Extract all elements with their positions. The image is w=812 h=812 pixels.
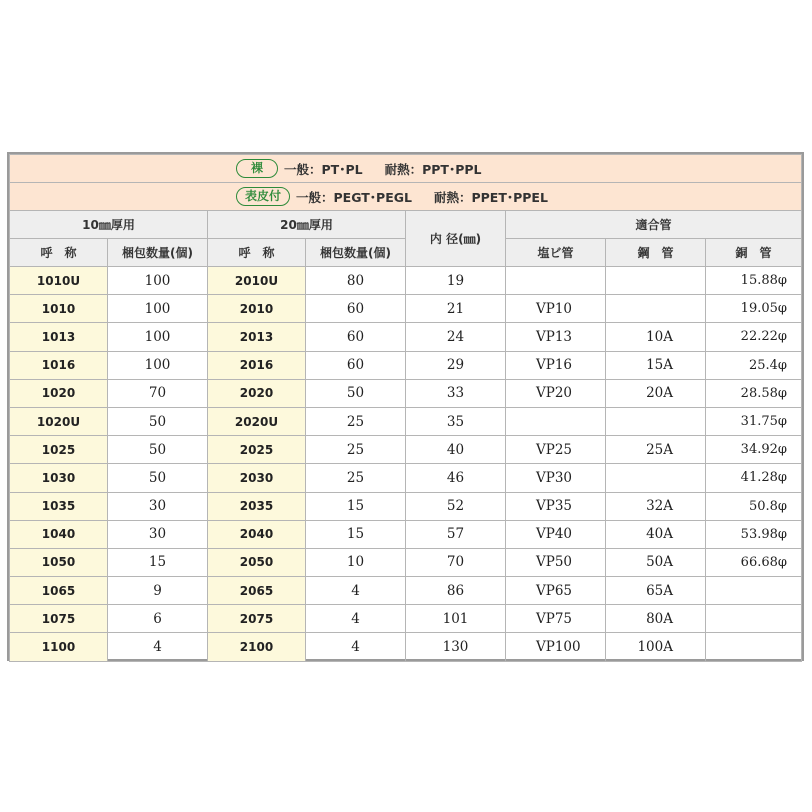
- cell-name-20mm: 2013: [208, 323, 306, 351]
- cell-copper-pipe: [706, 633, 802, 661]
- header-name-20: 呼 称: [208, 239, 306, 267]
- cell-qty-20mm: 15: [306, 492, 406, 520]
- cell-qty-20mm: 4: [306, 633, 406, 661]
- cell-copper-pipe: 28.58φ: [706, 379, 802, 407]
- cell-qty-20mm: 10: [306, 548, 406, 576]
- cell-qty-10mm: 100: [108, 267, 208, 295]
- cell-inner-diameter: 52: [406, 492, 506, 520]
- cell-inner-diameter: 101: [406, 605, 506, 633]
- header-copper: 銅 管: [706, 239, 802, 267]
- cell-pvc-pipe: VP35: [506, 492, 606, 520]
- cell-qty-20mm: 4: [306, 605, 406, 633]
- cell-inner-diameter: 40: [406, 436, 506, 464]
- cell-qty-20mm: 80: [306, 267, 406, 295]
- cell-name-10mm: 1035: [10, 492, 108, 520]
- cell-copper-pipe: 53.98φ: [706, 520, 802, 548]
- cell-copper-pipe: [706, 605, 802, 633]
- cell-qty-10mm: 15: [108, 548, 208, 576]
- cell-name-20mm: 2030: [208, 464, 306, 492]
- cell-pvc-pipe: VP75: [506, 605, 606, 633]
- table-row: [10, 633, 802, 661]
- cell-copper-pipe: [706, 577, 802, 605]
- cell-pvc-pipe: VP50: [506, 548, 606, 576]
- header-20mm: 20㎜厚用: [208, 211, 406, 239]
- cell-inner-diameter: 21: [406, 295, 506, 323]
- cell-copper-pipe: 31.75φ: [706, 407, 802, 435]
- cell-inner-diameter: 70: [406, 548, 506, 576]
- cell-name-10mm: 1075: [10, 605, 108, 633]
- cell-pvc-pipe: VP40: [506, 520, 606, 548]
- cell-name-20mm: 2075: [208, 605, 306, 633]
- cell-name-10mm: 1025: [10, 436, 108, 464]
- cell-name-10mm: 1100: [10, 633, 108, 661]
- cell-steel-pipe: [606, 267, 706, 295]
- cell-qty-10mm: 100: [108, 295, 208, 323]
- cell-inner-diameter: 33: [406, 379, 506, 407]
- band-skin: [10, 183, 802, 211]
- cell-inner-diameter: 130: [406, 633, 506, 661]
- cell-name-10mm: 1050: [10, 548, 108, 576]
- cell-qty-10mm: 30: [108, 492, 208, 520]
- cell-inner-diameter: 57: [406, 520, 506, 548]
- table-row: [10, 436, 802, 464]
- cell-qty-10mm: 50: [108, 464, 208, 492]
- cell-qty-20mm: 25: [306, 436, 406, 464]
- table-row: [10, 351, 802, 379]
- table-row: [10, 407, 802, 435]
- cell-name-10mm: 1010: [10, 295, 108, 323]
- cell-steel-pipe: 20A: [606, 379, 706, 407]
- cell-name-10mm: 1030: [10, 464, 108, 492]
- cell-pvc-pipe: [506, 407, 606, 435]
- cell-pvc-pipe: VP100: [506, 633, 606, 661]
- cell-inner-diameter: 29: [406, 351, 506, 379]
- cell-name-10mm: 1040: [10, 520, 108, 548]
- cell-inner-diameter: 86: [406, 577, 506, 605]
- cell-steel-pipe: 32A: [606, 492, 706, 520]
- cell-steel-pipe: 65A: [606, 577, 706, 605]
- cell-qty-20mm: 4: [306, 577, 406, 605]
- table-row: [10, 267, 802, 295]
- cell-qty-20mm: 15: [306, 520, 406, 548]
- cell-name-10mm: 1020U: [10, 407, 108, 435]
- cell-qty-20mm: 25: [306, 407, 406, 435]
- header-row-1: [10, 211, 802, 239]
- cell-name-20mm: 2020U: [208, 407, 306, 435]
- cell-pvc-pipe: VP25: [506, 436, 606, 464]
- band-bare-heat: 耐熱：PPT･PPL: [384, 161, 482, 177]
- cell-qty-10mm: 6: [108, 605, 208, 633]
- cell-copper-pipe: 34.92φ: [706, 436, 802, 464]
- cell-name-20mm: 2050: [208, 548, 306, 576]
- cell-copper-pipe: 19.05φ: [706, 295, 802, 323]
- band-bare-general: 一般：PT･PL: [284, 161, 363, 177]
- cell-name-20mm: 2025: [208, 436, 306, 464]
- table-row: [10, 379, 802, 407]
- band-bare: [10, 155, 802, 183]
- header-qty-20: 梱包数量(個): [306, 239, 406, 267]
- cell-steel-pipe: 80A: [606, 605, 706, 633]
- cell-pvc-pipe: VP13: [506, 323, 606, 351]
- cell-steel-pipe: 40A: [606, 520, 706, 548]
- cell-copper-pipe: 25.4φ: [706, 351, 802, 379]
- cell-inner-diameter: 35: [406, 407, 506, 435]
- cell-steel-pipe: [606, 464, 706, 492]
- cell-qty-10mm: 100: [108, 351, 208, 379]
- cell-qty-20mm: 60: [306, 351, 406, 379]
- header-steel: 鋼 管: [606, 239, 706, 267]
- cell-qty-20mm: 60: [306, 295, 406, 323]
- cell-name-10mm: 1016: [10, 351, 108, 379]
- table-row: [10, 520, 802, 548]
- table-row: [10, 492, 802, 520]
- cell-inner-diameter: 46: [406, 464, 506, 492]
- table-row: [10, 577, 802, 605]
- cell-qty-10mm: 50: [108, 407, 208, 435]
- cell-name-20mm: 2040: [208, 520, 306, 548]
- header-pvc: 塩ビ管: [506, 239, 606, 267]
- cell-steel-pipe: 15A: [606, 351, 706, 379]
- cell-pvc-pipe: VP30: [506, 464, 606, 492]
- cell-name-20mm: 2065: [208, 577, 306, 605]
- spec-table: [9, 154, 802, 662]
- cell-steel-pipe: 25A: [606, 436, 706, 464]
- cell-pvc-pipe: VP10: [506, 295, 606, 323]
- cell-inner-diameter: 24: [406, 323, 506, 351]
- cell-copper-pipe: 41.28φ: [706, 464, 802, 492]
- cell-name-20mm: 2010: [208, 295, 306, 323]
- cell-copper-pipe: 15.88φ: [706, 267, 802, 295]
- table-row: [10, 464, 802, 492]
- band-skin-general: 一般：PEGT･PEGL: [296, 189, 412, 205]
- cell-steel-pipe: 50A: [606, 548, 706, 576]
- cell-qty-10mm: 9: [108, 577, 208, 605]
- table-row: [10, 605, 802, 633]
- cell-name-10mm: 1010U: [10, 267, 108, 295]
- cell-copper-pipe: 66.68φ: [706, 548, 802, 576]
- cell-name-20mm: 2010U: [208, 267, 306, 295]
- cell-name-10mm: 1065: [10, 577, 108, 605]
- cell-qty-20mm: 60: [306, 323, 406, 351]
- cell-pvc-pipe: [506, 267, 606, 295]
- cell-pvc-pipe: VP20: [506, 379, 606, 407]
- cell-name-20mm: 2016: [208, 351, 306, 379]
- cell-qty-10mm: 50: [108, 436, 208, 464]
- spec-table-frame: [7, 152, 804, 661]
- cell-steel-pipe: 100A: [606, 633, 706, 661]
- badge-bare: 裸: [236, 159, 278, 178]
- header-name-10: 呼 称: [10, 239, 108, 267]
- cell-pvc-pipe: VP65: [506, 577, 606, 605]
- table-row: [10, 323, 802, 351]
- cell-copper-pipe: 22.22φ: [706, 323, 802, 351]
- table-row: [10, 295, 802, 323]
- cell-copper-pipe: 50.8φ: [706, 492, 802, 520]
- cell-inner-diameter: 19: [406, 267, 506, 295]
- cell-steel-pipe: [606, 295, 706, 323]
- cell-name-10mm: 1013: [10, 323, 108, 351]
- band-skin-heat: 耐熱：PPET･PPEL: [433, 189, 548, 205]
- cell-qty-10mm: 70: [108, 379, 208, 407]
- header-10mm: 10㎜厚用: [10, 211, 208, 239]
- cell-qty-10mm: 30: [108, 520, 208, 548]
- cell-qty-20mm: 50: [306, 379, 406, 407]
- cell-name-10mm: 1020: [10, 379, 108, 407]
- cell-name-20mm: 2035: [208, 492, 306, 520]
- cell-name-20mm: 2020: [208, 379, 306, 407]
- table-row: [10, 548, 802, 576]
- cell-qty-10mm: 4: [108, 633, 208, 661]
- cell-steel-pipe: 10A: [606, 323, 706, 351]
- header-fit-pipe: 適合管: [506, 211, 802, 239]
- cell-name-20mm: 2100: [208, 633, 306, 661]
- header-inner-diameter: 内 径(㎜): [406, 211, 506, 267]
- cell-qty-10mm: 100: [108, 323, 208, 351]
- cell-pvc-pipe: VP16: [506, 351, 606, 379]
- badge-skin: 表皮付: [236, 187, 290, 206]
- cell-qty-20mm: 25: [306, 464, 406, 492]
- cell-steel-pipe: [606, 407, 706, 435]
- header-qty-10: 梱包数量(個): [108, 239, 208, 267]
